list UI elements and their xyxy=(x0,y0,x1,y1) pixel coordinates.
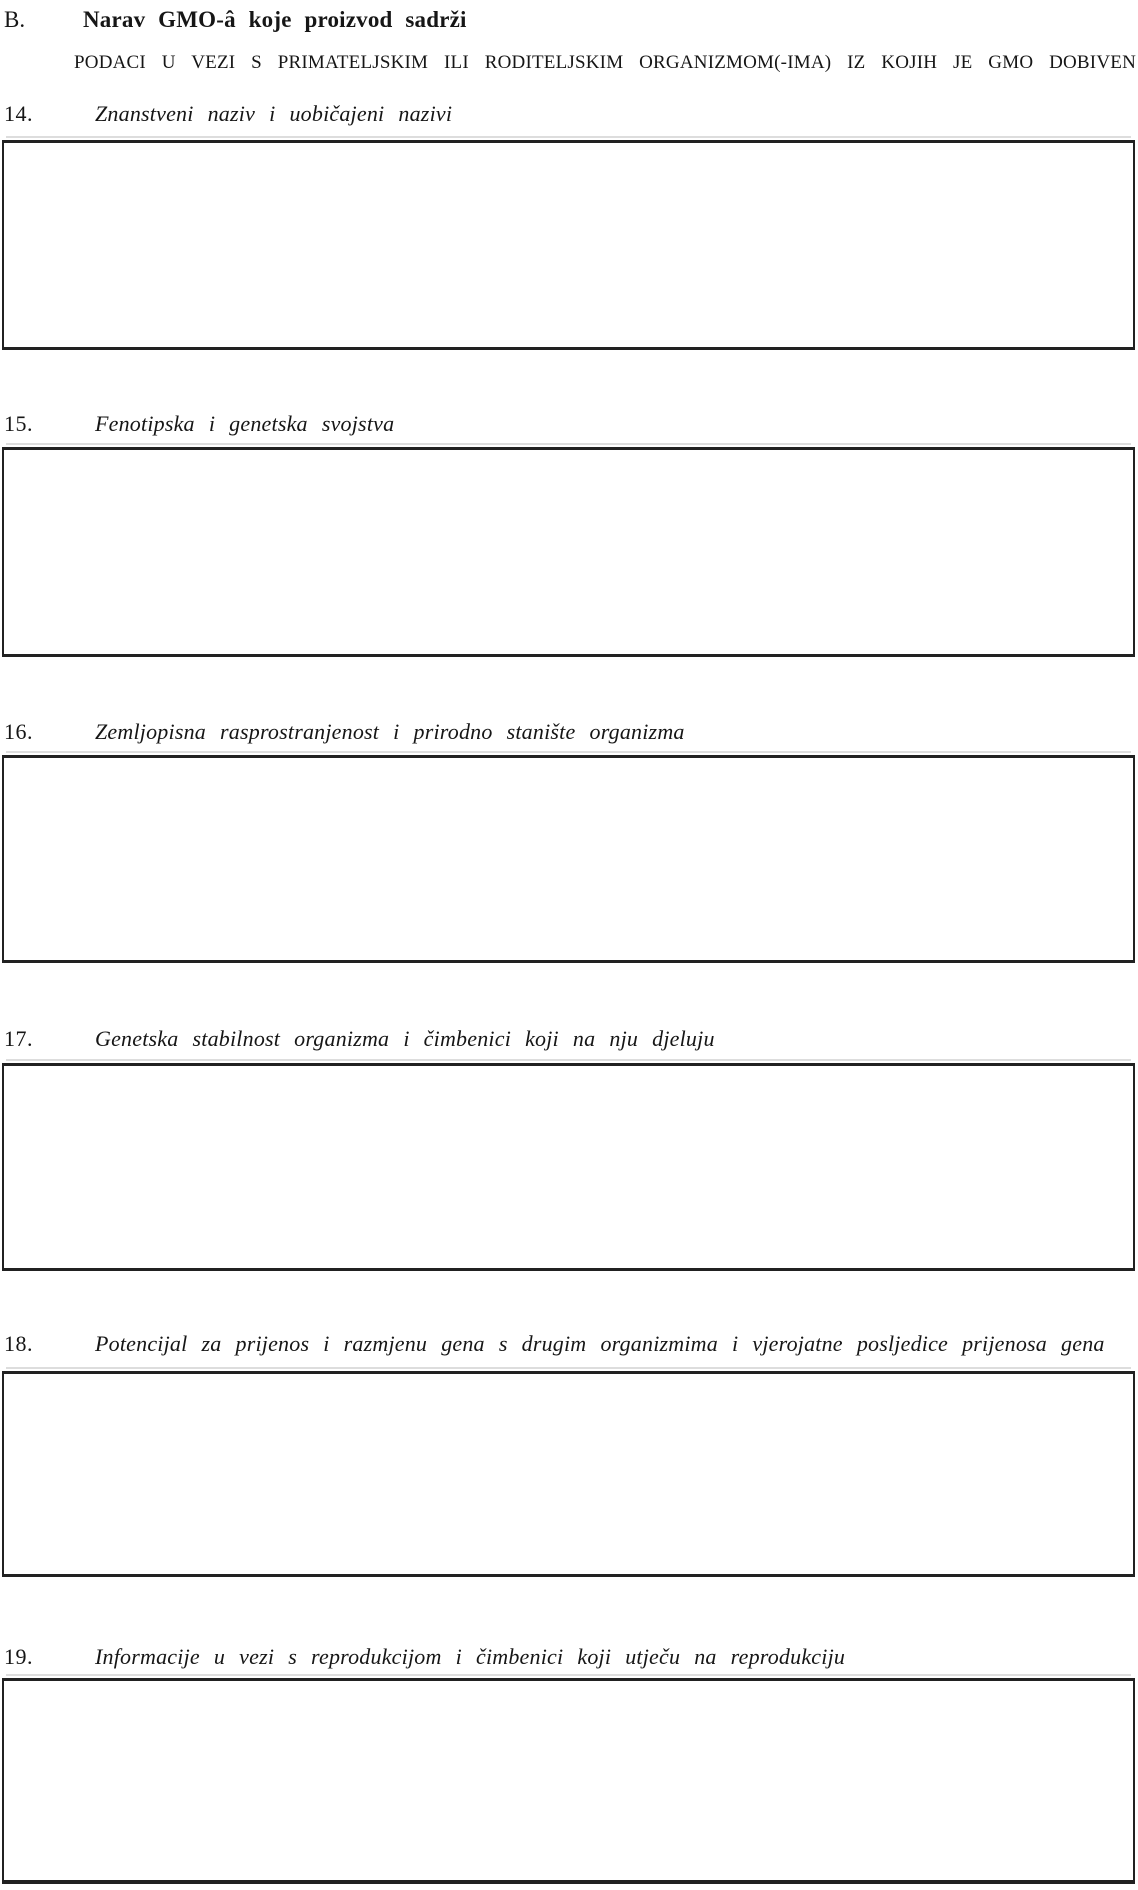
section-heading-15 xyxy=(0,410,1136,437)
section-number: 14. xyxy=(4,101,33,126)
section-number: 18. xyxy=(4,1331,33,1356)
page-subtitle: PODACI U VEZI S PRIMATELJSKIM ILI RODITELJSKIM ORGANIZMOM(-IMA) IZ KOJIH JE GMO DOBIVEN xyxy=(74,52,1136,73)
section-label: Genetska stabilnost organizma i čimbenici koji na nju djeluju xyxy=(95,1026,715,1051)
section-label: Zemljopisna rasprostranjenost i prirodno stanište organizma xyxy=(95,719,685,744)
answer-box-15 xyxy=(2,447,1135,657)
section-number: 15. xyxy=(4,411,33,436)
section-heading-18 xyxy=(0,1330,1136,1357)
section-heading-16 xyxy=(0,718,1136,745)
page-title: Narav GMO-â koje proizvod sadrži xyxy=(83,7,467,32)
section-heading-17 xyxy=(0,1025,1136,1052)
answer-box-16 xyxy=(2,755,1135,963)
answer-box-19 xyxy=(2,1678,1135,1884)
answer-box-17 xyxy=(2,1063,1135,1271)
section-letter: B. xyxy=(4,7,26,32)
answer-box-18 xyxy=(2,1371,1135,1577)
section-heading-19 xyxy=(0,1643,1136,1670)
section-number: 19. xyxy=(4,1644,33,1669)
section-heading-14 xyxy=(0,100,1136,127)
section-label: Fenotipska i genetska svojstva xyxy=(95,411,395,436)
section-label: Informacije u vezi s reprodukcijom i čimbenici koji utječu na reprodukciju xyxy=(95,1644,846,1669)
section-label: Potencijal za prijenos i razmjenu gena s drugim organizmima i vjerojatne posljedice prijenosa gena xyxy=(95,1331,1105,1356)
answer-box-14 xyxy=(2,140,1135,350)
section-number: 17. xyxy=(4,1026,33,1051)
section-label: Znanstveni naziv i uobičajeni nazivi xyxy=(95,101,453,126)
section-number: 16. xyxy=(4,719,33,744)
